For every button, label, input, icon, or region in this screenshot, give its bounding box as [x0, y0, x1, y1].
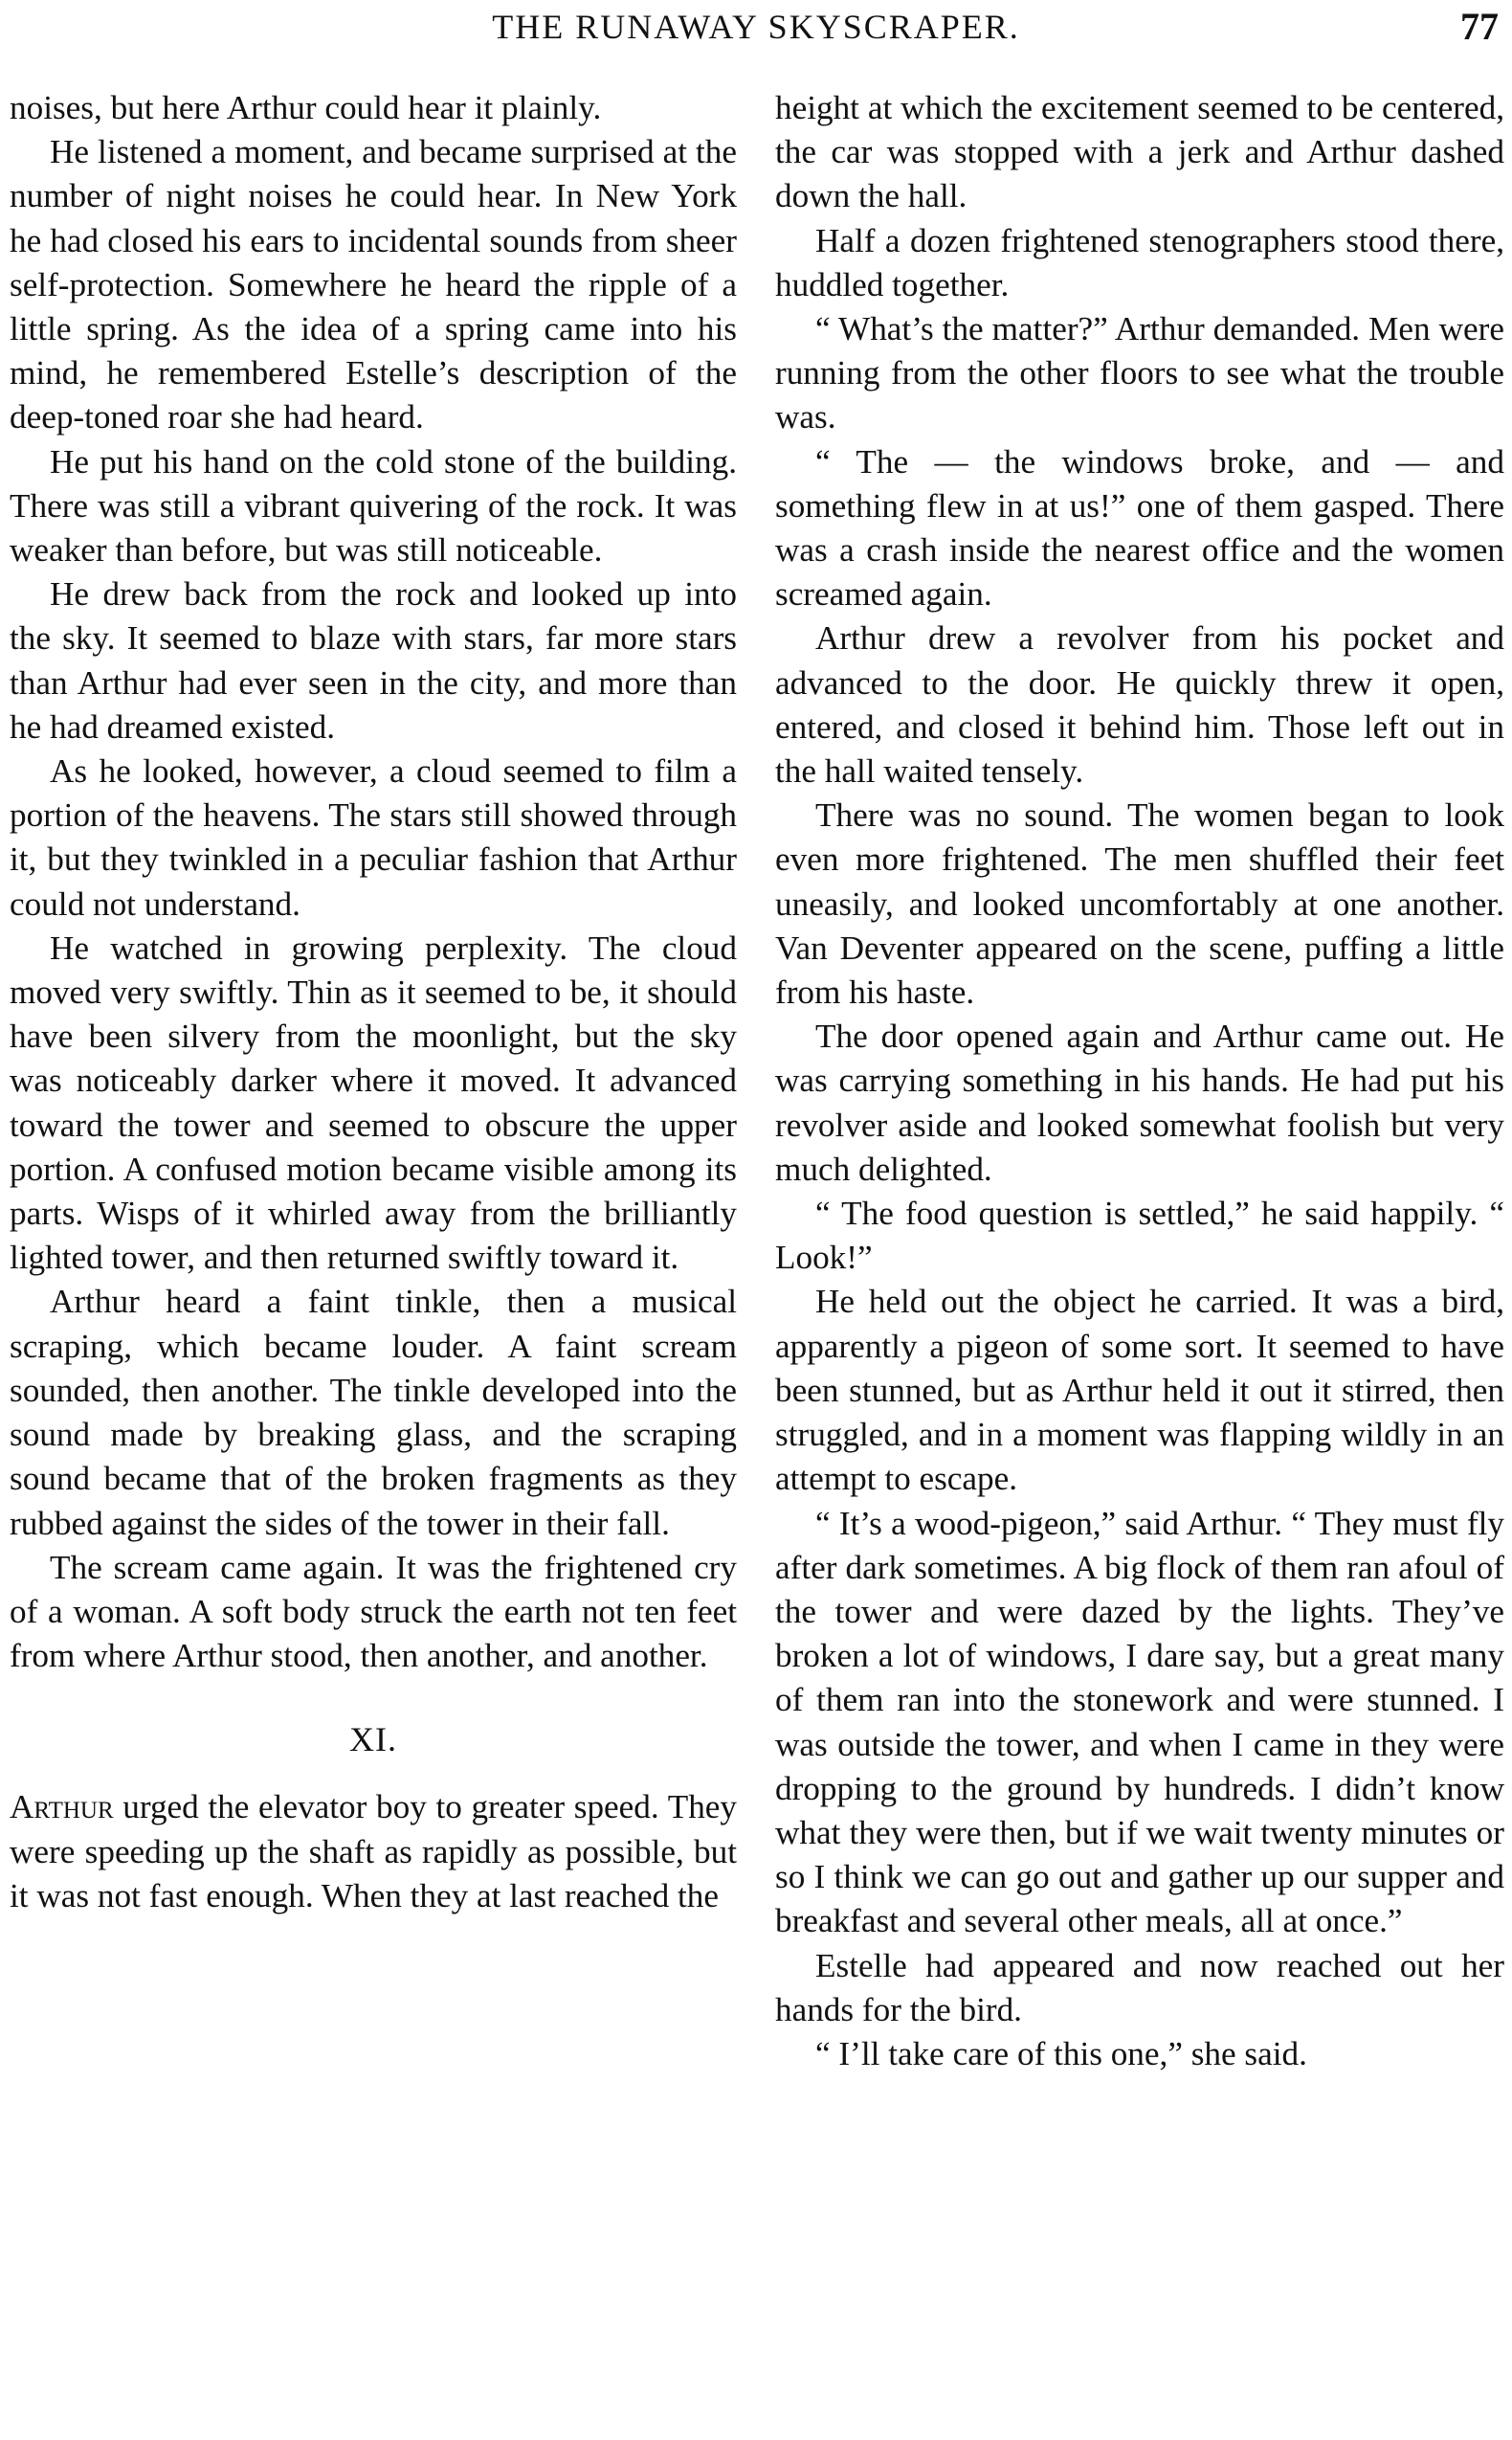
- paragraph: Half a dozen frightened stenographers stood there, huddled together.: [775, 221, 1504, 303]
- paragraph: He held out the object he carried. It was a bird, apparently a pigeon of some sort. It seemed to have been stunned, but as Arthur held it out it stirred, then struggled, and in a moment was flapping wildly in an attempt to escape.: [775, 1283, 1504, 1498]
- paragraph: The door opened again and Arthur came out. He was carrying something in his hands. He had put his revolver aside and looked somewhat foolish but very much delighted.: [775, 1018, 1504, 1188]
- left-column: [10, 86, 737, 1918]
- page-number: 77: [1460, 5, 1499, 48]
- chapter-opening-text: urged the elevator boy to greater speed. They were speeding up the shaft as rapidly as possible, but it was not fast enough. When they at last reached the: [10, 1788, 737, 1914]
- chapter-opening-paragraph: [10, 1785, 737, 1918]
- paragraph: He watched in growing perplexity. The cloud moved very swiftly. Thin as it seemed to be, it should have been silvery from the moonlight, but the sky was noticeably darker where it moved. It advanced toward the tower and seemed to obscure the upper portion. A confused motion became visible among its parts. Wisps of it whirled away from the brilliantly lighted tower, and then returned swiftly toward it.: [10, 929, 737, 1277]
- paragraph: “ It’s a wood-pigeon,” said Arthur. “ They must fly after dark sometimes. A big flock of them ran afoul of the tower and were dazed by the lights. They’ve broken a lot of windows, I dare say, but a great many of them ran into the stonework and were stunned. I was outside the tower, and when I came in they were dropping to the ground by hundreds. I didn’t know what they were then, but if we wait twenty minutes or so I think we can go out and gather up our supper and breakfast and several other meals, all at once.”: [775, 1504, 1504, 1940]
- paragraph: The scream came again. It was the frightened cry of a woman. A soft body struck the earth not ten feet from where Arthur stood, then another, and another.: [10, 1548, 737, 1675]
- paragraph: He drew back from the rock and looked up into the sky. It seemed to blaze with stars, far more stars than Arthur had ever seen in the city, and more than he had dreamed existed.: [10, 575, 737, 746]
- paragraph: As he looked, however, a cloud seemed to film a portion of the heavens. The stars still showed through it, but they twinkled in a peculiar fashion that Arthur could not understand.: [10, 752, 737, 923]
- paragraph: height at which the excitement seemed to be centered, the car was stopped with a jerk and Arthur dashed down the hall.: [775, 89, 1504, 215]
- running-title: THE RUNAWAY SKYSCRAPER.: [492, 8, 1020, 46]
- paragraph: He listened a moment, and became surprised at the number of night noises he could hear. In New York he had closed his ears to incidental sounds from sheer self-protection. Somewhere he heard the ripple of a little spring. As the idea of a spring came into his mind, he remembered Estelle’s description of the deep-toned roar she had heard.: [10, 133, 737, 437]
- paragraph: “ What’s the matter?” Arthur demanded. Men were running from the other floors to see what the trouble was.: [775, 310, 1504, 437]
- paragraph: “ I’ll take care of this one,” she said.: [815, 2034, 1307, 2072]
- running-header: [0, 2, 1512, 52]
- chapter-heading: XI.: [349, 1720, 397, 1759]
- chapter-lead-word: Arthur: [10, 1788, 114, 1826]
- paragraph: He put his hand on the cold stone of the building. There was still a vibrant quivering of the rock. It was weaker than before, but was still noticeable.: [10, 442, 737, 570]
- paragraph: Arthur heard a faint tinkle, then a musical scraping, which became louder. A faint scream sounded, then another. The tinkle developed into the sound made by breaking glass, and the scraping sound became that of the broken fragments as they rubbed against the sides of the tower in their fall.: [10, 1283, 737, 1542]
- paragraph: Arthur drew a revolver from his pocket and advanced to the door. He quickly threw it open, entered, and closed it behind him. Those left out in the hall waited tensely.: [775, 619, 1504, 791]
- paragraph: Estelle had appeared and now reached out her hands for the bird.: [775, 1946, 1504, 2028]
- paragraph: noises, but here Arthur could hear it plainly.: [10, 89, 602, 126]
- right-column: [775, 86, 1504, 2076]
- paragraph: “ The — the windows broke, and — and something flew in at us!” one of them gasped. There was a crash inside the nearest office and the women screamed again.: [775, 442, 1504, 614]
- paragraph: “ The food question is settled,” he said happily. “ Look!”: [775, 1195, 1504, 1277]
- paragraph: There was no sound. The women began to look even more frightened. The men shuffled their feet uneasily, and looked uncomfortably at one another. Van Deventer appeared on the scene, puffing a little from his haste.: [775, 796, 1504, 1012]
